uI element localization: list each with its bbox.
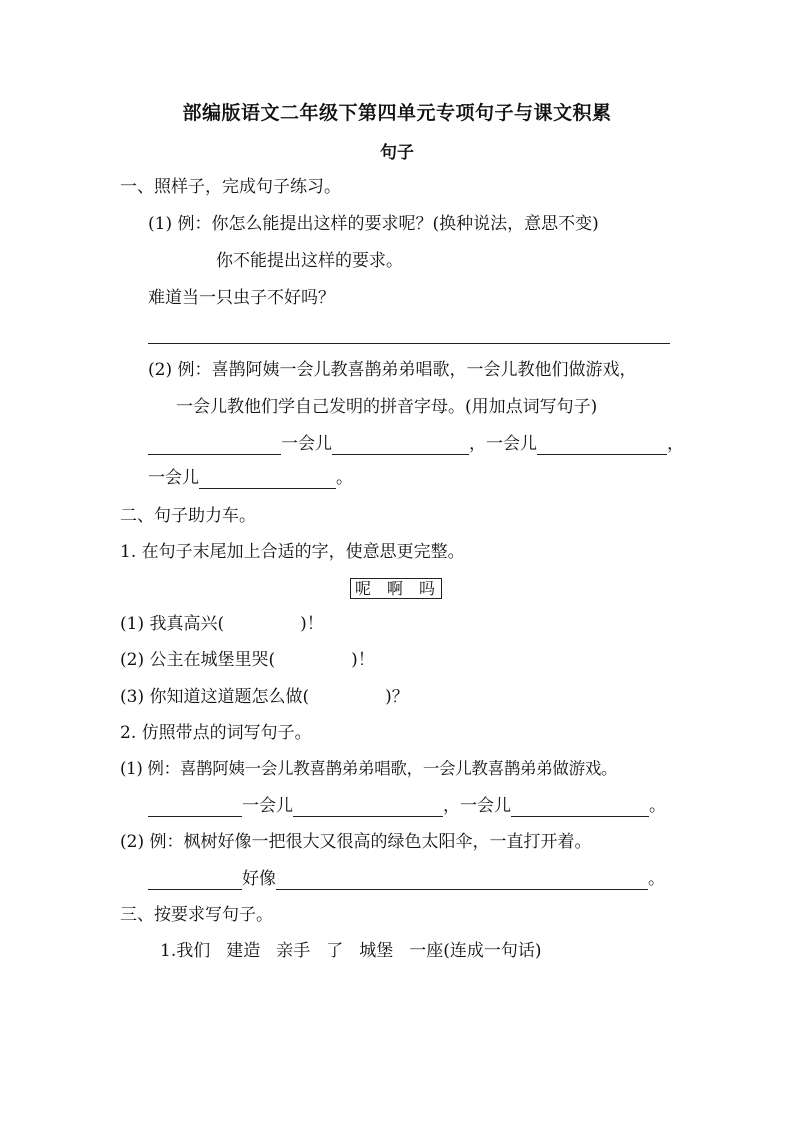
s2-example-2-fill	[148, 868, 665, 890]
fill-word: 一会儿	[242, 796, 293, 816]
item-text: )！	[351, 650, 375, 670]
answer-blank[interactable]	[148, 436, 281, 455]
s2-part-2: 2. 仿照带点的词写句子。	[120, 723, 312, 743]
item-number: 1.	[160, 941, 177, 961]
fill-word: 一会儿	[281, 434, 332, 454]
section-2-heading: 二、句子助力车。	[120, 506, 256, 526]
s1-q2-cont: 一会儿教他们学自己发明的拼音字母。(用加点词写句子)	[176, 397, 598, 417]
s1-q2-label: (2) 例：喜鹊阿姨一会儿教喜鹊弟弟唱歌，一会儿教他们做游戏，	[148, 360, 637, 380]
fill-word: 好像	[242, 869, 276, 889]
s3-item-1	[160, 940, 542, 962]
section-1-heading: 一、照样子，完成句子练习。	[120, 177, 341, 197]
s1-q1-prompt: 难道当一只虫子不好吗？	[148, 288, 335, 308]
fill-word: ，一会儿	[443, 796, 511, 816]
item-text: )？	[385, 687, 409, 707]
s1-q2-fill-row-2	[148, 467, 353, 489]
scrambled-word: 城堡	[359, 941, 394, 961]
fill-word: 。	[649, 796, 666, 816]
instruction-note: (连成一句话)	[443, 941, 542, 961]
s1-q2-fill-row	[148, 433, 684, 455]
s1-q1-label: (1) 例：你怎么能提出这样的要求呢？(换种说法，意思不变)	[148, 214, 599, 234]
item-text: )！	[300, 614, 324, 634]
scrambled-word: 我们	[176, 941, 211, 961]
scrambled-word: 了	[326, 941, 344, 961]
scrambled-word: 一座	[409, 941, 444, 961]
s2-example-2: (2) 例：枫树好像一把很大又很高的绿色太阳伞，一直打开着。	[120, 832, 592, 852]
answer-blank[interactable]	[148, 325, 670, 344]
s2-item-1	[120, 613, 324, 635]
fill-word: ，	[667, 434, 684, 454]
s2-part-1: 1. 在句子末尾加上合适的字，使意思更完整。	[120, 542, 465, 562]
item-text: (3) 你知道这道题怎么做(	[120, 687, 310, 707]
item-text: (2) 公主在城堡里哭(	[120, 650, 276, 670]
scrambled-word: 建造	[226, 941, 261, 961]
fill-word: ，一会儿	[469, 434, 537, 454]
fill-word: 。	[336, 468, 353, 488]
s1-q1-answer-line[interactable]	[148, 322, 670, 344]
choice-word: 啊	[386, 579, 405, 598]
scrambled-word: 亲手	[276, 941, 311, 961]
document-title: 部编版语文二年级下第四单元专项句子与课文积累	[182, 102, 612, 124]
answer-blank[interactable]	[148, 871, 242, 890]
word-choice-box	[350, 578, 442, 599]
fill-word: 一会儿	[148, 468, 199, 488]
fill-word: 。	[648, 869, 665, 889]
section-3-heading: 三、按要求写句子。	[120, 905, 273, 925]
answer-blank[interactable]	[199, 470, 336, 489]
item-text: (1) 我真高兴(	[120, 614, 225, 634]
s2-item-3	[120, 686, 409, 708]
choice-word: 呢	[354, 579, 373, 598]
s2-example-1-fill	[148, 795, 666, 817]
answer-blank[interactable]	[332, 436, 469, 455]
answer-blank[interactable]	[148, 798, 242, 817]
answer-blank[interactable]	[293, 798, 443, 817]
answer-blank[interactable]	[511, 798, 649, 817]
answer-blank[interactable]	[276, 871, 648, 890]
document-subtitle: 句子	[380, 143, 414, 163]
choice-word: 吗	[419, 579, 438, 598]
s2-item-2	[120, 649, 375, 671]
answer-blank[interactable]	[537, 436, 667, 455]
s1-q1-answer: 你不能提出这样的要求。	[216, 251, 403, 271]
s2-example-1: (1) 例：喜鹊阿姨一会儿教喜鹊弟弟唱歌，一会儿教喜鹊弟弟做游戏。	[120, 759, 618, 778]
